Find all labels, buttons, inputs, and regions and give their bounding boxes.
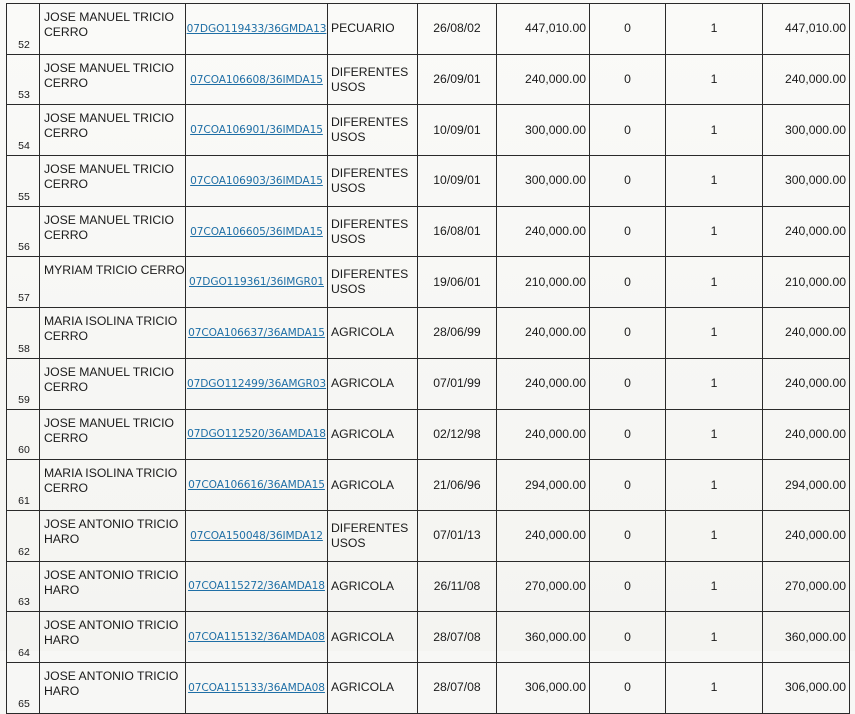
- one-count-cell: [666, 156, 763, 207]
- volume-value-cell: [497, 308, 590, 359]
- row-number: 63: [18, 596, 30, 609]
- one-count-cell: [666, 4, 763, 55]
- title-code-link-cell: [186, 156, 328, 207]
- table-row: [7, 105, 850, 156]
- title-code-link[interactable]: 07COA115133/36AMDA08: [188, 681, 325, 694]
- holder-name: JOSE MANUEL TRICIO CERRO: [44, 60, 175, 90]
- zero-count: 0: [624, 224, 631, 239]
- registration-date: 19/06/01: [433, 274, 481, 289]
- row-number: 53: [18, 89, 30, 102]
- use-type: DIFERENTES USOS: [331, 165, 409, 195]
- holder-name-cell: [40, 662, 186, 713]
- one-count: 1: [710, 477, 718, 492]
- zero-count-cell: [590, 358, 666, 409]
- title-code-link-cell: [186, 257, 328, 308]
- use-type-cell: [328, 105, 418, 156]
- row-number: 54: [18, 140, 30, 153]
- total-value-cell: [763, 308, 850, 359]
- zero-count: 0: [624, 426, 631, 441]
- use-type-cell: [328, 4, 418, 55]
- zero-count: 0: [624, 528, 631, 543]
- zero-count-cell: [590, 206, 666, 257]
- water-concessions-table: [6, 3, 850, 714]
- holder-name-cell: [40, 612, 186, 663]
- one-count-cell: [666, 561, 763, 612]
- zero-count-cell: [590, 409, 666, 460]
- volume-value-cell: [497, 206, 590, 257]
- row-number: 65: [18, 697, 30, 710]
- holder-name: JOSE MANUEL TRICIO CERRO: [44, 10, 175, 39]
- total-value-cell: [763, 662, 850, 713]
- use-type-cell: [328, 561, 418, 612]
- title-code-link-cell: [186, 561, 328, 612]
- one-count-cell: [666, 308, 763, 359]
- registration-date: 21/06/96: [433, 477, 481, 492]
- row-number-cell: [7, 54, 40, 105]
- volume-value-cell: [497, 156, 590, 207]
- row-number: 58: [18, 342, 30, 355]
- total-value: 240,000.00: [785, 325, 846, 340]
- total-value-cell: [763, 156, 850, 207]
- total-value-cell: [763, 105, 850, 156]
- zero-count-cell: [590, 662, 666, 713]
- registration-date: 16/08/01: [433, 224, 481, 239]
- row-number: 55: [18, 190, 30, 203]
- holder-name: JOSE MANUEL TRICIO CERRO: [44, 212, 175, 242]
- registration-date: 07/01/13: [433, 528, 481, 543]
- one-count-cell: [666, 662, 763, 713]
- registration-date: 02/12/98: [433, 426, 481, 441]
- title-code-link-cell: [186, 409, 328, 460]
- use-type: DIFERENTES USOS: [331, 115, 409, 145]
- volume-value: 240,000.00: [525, 426, 586, 441]
- use-type: AGRICOLA: [331, 426, 394, 441]
- title-code-link[interactable]: 07COA106903/36IMDA15: [190, 174, 323, 187]
- total-value-cell: [763, 409, 850, 460]
- registration-date-cell: [418, 156, 497, 207]
- holder-name: JOSE MANUEL TRICIO CERRO: [44, 415, 175, 445]
- one-count: 1: [710, 274, 718, 289]
- total-value: 300,000.00: [785, 173, 846, 188]
- row-number-cell: [7, 460, 40, 511]
- registration-date: 10/09/01: [433, 173, 481, 188]
- row-number: 61: [18, 494, 30, 507]
- row-number: 64: [18, 646, 30, 659]
- table-row: [7, 156, 850, 207]
- one-count-cell: [666, 460, 763, 511]
- title-code-link-cell: [186, 308, 328, 359]
- total-value-cell: [763, 4, 850, 55]
- registration-date-cell: [418, 105, 497, 156]
- row-number-cell: [7, 308, 40, 359]
- volume-value-cell: [497, 409, 590, 460]
- total-value: 300,000.00: [785, 122, 846, 137]
- one-count-cell: [666, 206, 763, 257]
- holder-name: JOSE ANTONIO TRICIO HARO: [44, 567, 179, 597]
- total-value: 240,000.00: [785, 376, 846, 391]
- zero-count-cell: [590, 308, 666, 359]
- title-code-link[interactable]: 07DGO112520/36AMDA18: [187, 428, 326, 441]
- registration-date-cell: [418, 409, 497, 460]
- use-type: DIFERENTES USOS: [331, 267, 409, 297]
- total-value: 360,000.00: [785, 629, 846, 644]
- one-count: 1: [710, 376, 718, 391]
- one-count: 1: [710, 578, 718, 593]
- registration-date-cell: [418, 561, 497, 612]
- table-row: [7, 4, 850, 55]
- total-value: 240,000.00: [785, 528, 846, 543]
- holder-name-cell: [40, 308, 186, 359]
- total-value-cell: [763, 358, 850, 409]
- holder-name: MARIA ISOLINA TRICIO CERRO: [44, 314, 178, 344]
- title-code-link[interactable]: 07COA106901/36IMDA15: [190, 124, 323, 137]
- one-count-cell: [666, 510, 763, 561]
- registration-date-cell: [418, 257, 497, 308]
- title-code-link[interactable]: 07COA106608/36IMDA15: [190, 73, 323, 86]
- registration-date-cell: [418, 358, 497, 409]
- volume-value: 300,000.00: [525, 173, 586, 188]
- total-value: 270,000.00: [785, 578, 846, 593]
- zero-count: 0: [624, 680, 631, 695]
- registration-date: 26/09/01: [433, 72, 481, 87]
- use-type-cell: [328, 510, 418, 561]
- volume-value: 210,000.00: [525, 274, 586, 289]
- zero-count: 0: [624, 21, 631, 36]
- registration-date-cell: [418, 460, 497, 511]
- table-row: [7, 510, 850, 561]
- row-number: 62: [18, 545, 30, 558]
- registration-date: 26/08/02: [433, 21, 481, 36]
- zero-count-cell: [590, 156, 666, 207]
- holder-name: JOSE ANTONIO TRICIO HARO: [44, 516, 179, 546]
- holder-name-cell: [40, 409, 186, 460]
- one-count-cell: [666, 612, 763, 663]
- title-code-link-cell: [186, 460, 328, 511]
- row-number-cell: [7, 206, 40, 257]
- row-number: 57: [18, 292, 30, 305]
- zero-count-cell: [590, 460, 666, 511]
- total-value: 240,000.00: [785, 426, 846, 441]
- row-number-cell: [7, 156, 40, 207]
- table-row: [7, 257, 850, 308]
- use-type-cell: [328, 409, 418, 460]
- holder-name-cell: [40, 105, 186, 156]
- zero-count-cell: [590, 612, 666, 663]
- table-row: [7, 206, 850, 257]
- volume-value: 270,000.00: [525, 578, 586, 593]
- total-value-cell: [763, 460, 850, 511]
- volume-value-cell: [497, 54, 590, 105]
- zero-count: 0: [624, 578, 631, 593]
- row-number: 60: [18, 444, 30, 457]
- one-count: 1: [710, 426, 718, 441]
- zero-count: 0: [624, 477, 631, 492]
- registration-date: 26/11/08: [433, 578, 481, 593]
- table-row: [7, 460, 850, 511]
- registration-date: 10/09/01: [433, 122, 481, 137]
- zero-count: 0: [624, 325, 631, 340]
- zero-count: 0: [624, 72, 631, 87]
- table-row: [7, 612, 850, 663]
- volume-value-cell: [497, 662, 590, 713]
- holder-name-cell: [40, 257, 186, 308]
- row-number-cell: [7, 409, 40, 460]
- zero-count-cell: [590, 510, 666, 561]
- use-type: DIFERENTES USOS: [331, 520, 409, 550]
- title-code-link-cell: [186, 105, 328, 156]
- zero-count: 0: [624, 274, 631, 289]
- holder-name-cell: [40, 561, 186, 612]
- one-count: 1: [710, 72, 718, 87]
- use-type-cell: [328, 206, 418, 257]
- volume-value: 294,000.00: [525, 477, 586, 492]
- title-code-link[interactable]: 07COA115272/36AMDA18: [188, 580, 325, 593]
- registration-date: 28/07/08: [433, 629, 481, 644]
- title-code-link-cell: [186, 612, 328, 663]
- total-value: 240,000.00: [785, 72, 846, 87]
- one-count: 1: [710, 629, 718, 644]
- title-code-link[interactable]: 07DGO119433/36GMDA13: [186, 22, 327, 35]
- volume-value: 240,000.00: [525, 528, 586, 543]
- total-value: 210,000.00: [785, 274, 846, 289]
- one-count: 1: [710, 173, 718, 188]
- use-type: DIFERENTES USOS: [331, 216, 409, 246]
- zero-count-cell: [590, 561, 666, 612]
- title-code-link-cell: [186, 358, 328, 409]
- holder-name: MYRIAM TRICIO CERRO: [44, 263, 185, 278]
- zero-count-cell: [590, 54, 666, 105]
- registration-date-cell: [418, 612, 497, 663]
- volume-value: 240,000.00: [525, 72, 586, 87]
- use-type: PECUARIO: [331, 21, 395, 36]
- holder-name: JOSE MANUEL TRICIO CERRO: [44, 111, 175, 141]
- one-count: 1: [710, 325, 718, 340]
- table-row: [7, 54, 850, 105]
- zero-count-cell: [590, 4, 666, 55]
- title-code-link-cell: [186, 4, 328, 55]
- title-code-link[interactable]: 07COA106637/36AMDA15: [188, 326, 325, 339]
- holder-name: JOSE MANUEL TRICIO CERRO: [44, 162, 175, 192]
- row-number-cell: [7, 612, 40, 663]
- use-type: DIFERENTES USOS: [331, 64, 409, 94]
- use-type-cell: [328, 358, 418, 409]
- one-count: 1: [710, 528, 718, 543]
- holder-name: JOSE ANTONIO TRICIO HARO: [44, 618, 179, 648]
- title-code-link[interactable]: 07COA115132/36AMDA08: [188, 631, 325, 644]
- row-number-cell: [7, 358, 40, 409]
- holder-name-cell: [40, 460, 186, 511]
- row-number-cell: [7, 105, 40, 156]
- table-body: [7, 4, 850, 714]
- use-type: AGRICOLA: [331, 629, 394, 644]
- total-value-cell: [763, 510, 850, 561]
- title-code-link[interactable]: 07COA106605/36IMDA15: [190, 225, 323, 238]
- use-type: AGRICOLA: [331, 578, 394, 593]
- row-number-cell: [7, 4, 40, 55]
- registration-date-cell: [418, 510, 497, 561]
- zero-count: 0: [624, 629, 631, 644]
- row-number-cell: [7, 662, 40, 713]
- title-code-link-cell: [186, 206, 328, 257]
- volume-value: 306,000.00: [525, 680, 586, 695]
- holder-name: JOSE MANUEL TRICIO CERRO: [44, 364, 175, 394]
- total-value-cell: [763, 257, 850, 308]
- one-count-cell: [666, 358, 763, 409]
- total-value: 447,010.00: [785, 21, 846, 36]
- zero-count: 0: [624, 376, 631, 391]
- registration-date-cell: [418, 4, 497, 55]
- total-value-cell: [763, 561, 850, 612]
- registration-date-cell: [418, 662, 497, 713]
- volume-value-cell: [497, 460, 590, 511]
- row-number: 56: [18, 241, 30, 254]
- holder-name: JOSE ANTONIO TRICIO HARO: [44, 668, 179, 698]
- table-row: [7, 561, 850, 612]
- volume-value: 300,000.00: [525, 122, 586, 137]
- use-type: AGRICOLA: [331, 477, 394, 492]
- use-type-cell: [328, 54, 418, 105]
- use-type-cell: [328, 156, 418, 207]
- total-value-cell: [763, 54, 850, 105]
- row-number-cell: [7, 257, 40, 308]
- use-type-cell: [328, 662, 418, 713]
- row-number: 52: [18, 38, 30, 51]
- volume-value: 447,010.00: [525, 21, 586, 36]
- volume-value-cell: [497, 612, 590, 663]
- volume-value: 240,000.00: [525, 376, 586, 391]
- holder-name-cell: [40, 206, 186, 257]
- volume-value-cell: [497, 105, 590, 156]
- volume-value-cell: [497, 358, 590, 409]
- use-type-cell: [328, 257, 418, 308]
- total-value: 240,000.00: [785, 224, 846, 239]
- volume-value-cell: [497, 257, 590, 308]
- holder-name-cell: [40, 510, 186, 561]
- title-code-link[interactable]: 07DGO112499/36AMGR03: [186, 377, 327, 390]
- title-code-link[interactable]: 07COA106616/36AMDA15: [188, 479, 325, 492]
- total-value: 294,000.00: [785, 477, 846, 492]
- volume-value-cell: [497, 561, 590, 612]
- title-code-link-cell: [186, 662, 328, 713]
- title-code-link[interactable]: 07COA150048/36IMDA12: [190, 529, 323, 542]
- row-number: 59: [18, 393, 30, 406]
- one-count-cell: [666, 105, 763, 156]
- table-row: [7, 358, 850, 409]
- volume-value-cell: [497, 510, 590, 561]
- table-row: [7, 662, 850, 713]
- registration-date-cell: [418, 54, 497, 105]
- use-type-cell: [328, 460, 418, 511]
- zero-count-cell: [590, 105, 666, 156]
- registration-date: 28/06/99: [433, 325, 481, 340]
- one-count: 1: [710, 122, 718, 137]
- registration-date: 07/01/99: [433, 376, 481, 391]
- zero-count-cell: [590, 257, 666, 308]
- use-type: AGRICOLA: [331, 680, 394, 695]
- zero-count: 0: [624, 122, 631, 137]
- holder-name-cell: [40, 54, 186, 105]
- volume-value: 240,000.00: [525, 325, 586, 340]
- one-count-cell: [666, 257, 763, 308]
- holder-name: MARIA ISOLINA TRICIO CERRO: [44, 466, 178, 496]
- use-type-cell: [328, 308, 418, 359]
- registration-date-cell: [418, 308, 497, 359]
- total-value: 306,000.00: [785, 680, 846, 695]
- volume-value: 240,000.00: [525, 224, 586, 239]
- table-row: [7, 308, 850, 359]
- one-count: 1: [710, 21, 718, 36]
- table-row: [7, 409, 850, 460]
- row-number-cell: [7, 510, 40, 561]
- total-value-cell: [763, 612, 850, 663]
- holder-name-cell: [40, 4, 186, 55]
- one-count: 1: [710, 224, 718, 239]
- title-code-link-cell: [186, 510, 328, 561]
- use-type-cell: [328, 612, 418, 663]
- holder-name-cell: [40, 358, 186, 409]
- title-code-link-cell: [186, 54, 328, 105]
- one-count: 1: [710, 680, 718, 695]
- one-count-cell: [666, 409, 763, 460]
- one-count-cell: [666, 54, 763, 105]
- registration-date: 28/07/08: [433, 680, 481, 695]
- holder-name-cell: [40, 156, 186, 207]
- volume-value: 360,000.00: [525, 629, 586, 644]
- row-number-cell: [7, 561, 40, 612]
- registration-date-cell: [418, 206, 497, 257]
- use-type: AGRICOLA: [331, 325, 394, 340]
- use-type: AGRICOLA: [331, 376, 394, 391]
- zero-count: 0: [624, 173, 631, 188]
- volume-value-cell: [497, 4, 590, 55]
- total-value-cell: [763, 206, 850, 257]
- title-code-link[interactable]: 07DGO119361/36IMGR01: [189, 276, 324, 289]
